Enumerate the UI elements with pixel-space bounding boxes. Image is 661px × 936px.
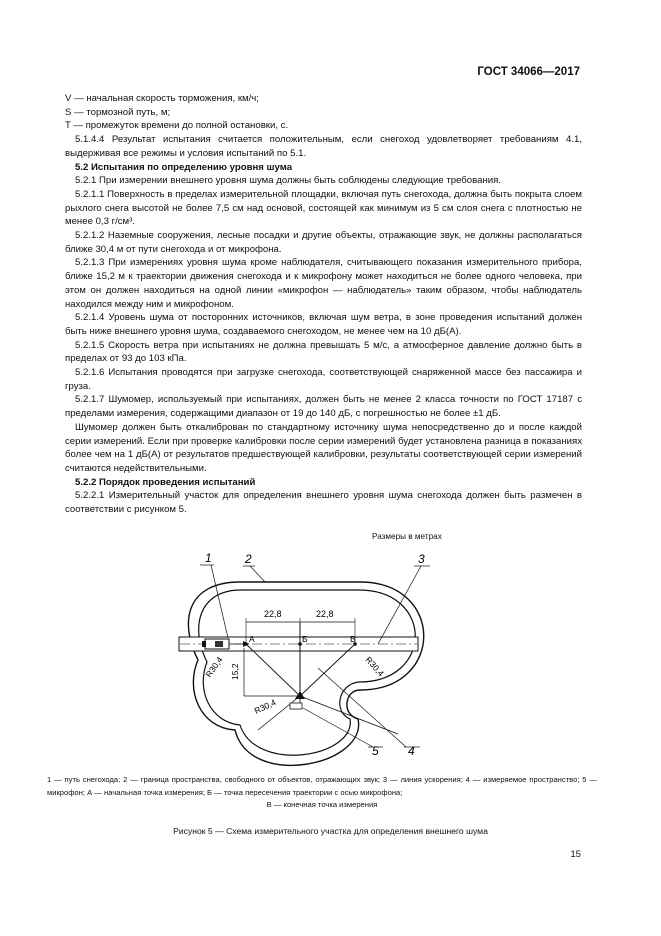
dim-22-8-left: 22,8 [264,609,282,619]
paragraph: 5.2.1.1 Поверхность в пределах измерительной площадки, включая путь снегохода, должна быть покрыта слоем рыхлого снега высотой не более 7,5 см над основой, состоящей как минимум из 5 см слоя снега с плотностью не менее 0,3 г/см³. [65,188,582,228]
point-b-label: Б [302,634,308,644]
paragraph: T — промежуток времени до полной остановки, с. [65,120,289,132]
paragraph: 5.2.1.2 Наземные сооружения, лесные посадки и другие объекты, отражающие звук, не должны располагаться ближе 30,4 м от пути снегохода и от микрофона. [65,230,582,255]
section-heading: 5.2 Испытания по определению уровня шума [75,161,293,173]
figure-legend [47,774,597,812]
paragraph: 5.2.1.7 Шумомер, используемый при испытаниях, должен быть не менее 2 класса точности по ГОСТ 17187 с пределами измерения, содержащими диапазон от 19 до 140 дБ, с погрешностью не более ±1 дБ. [65,394,582,420]
paragraph: 5.2.1.5 Скорость ветра при испытаниях не должна превышать 5 м/с, а атмосферное давление должно быть в пределах от 93 до 103 кПа. [65,339,582,365]
paragraph: V — начальная скорость торможения, км/ч; [65,93,259,104]
snowmobile-icon [202,639,229,649]
point-a-label: A [249,634,255,644]
point-c-label: B [350,634,356,644]
legend-line: В — конечная точка измерения [266,800,378,810]
paragraph: 5.2.2.1 Измерительный участок для определения внешнего уровня шума снегохода должен быть размечен в соответствии с рисунком 5. [65,490,582,516]
paragraph: 5.2.1.4 Уровень шума от посторонних источников, включая шум ветра, в зоне проведения испытаний должен быть ниже внешнего уровня шума, создаваемого снегоходом, не менее чем на 10 дБ(A). [65,312,582,337]
dim-22-8-right: 22,8 [316,609,334,619]
paragraph: 5.2.1 При измерении внешнего уровня шума должны быть соблюдены следующие требования. [75,175,501,187]
dim-15-2: 15,2 [230,663,240,680]
callout-1: 1 [205,551,212,565]
callout-3: 3 [418,552,425,566]
paragraph: 5.2.1.6 Испытания проводятся при загрузке снегохода, соответствующей снаряженной массе без пассажира и груза. [65,367,582,392]
callout-5: 5 [372,744,379,758]
callout-2: 2 [245,552,252,566]
dimensions-note: Размеры в метрах [372,532,442,541]
boundary-outer [188,582,423,765]
paragraph: 5.1.4.4 Результат испытания считается положительным, если снегоход удовлетворяет требованиям 4.1, выдерживая все режимы и условия испытаний по 5.1. [65,134,582,159]
section-heading: 5.2.2 Порядок проведения испытаний [75,476,256,488]
document-id: ГОСТ 34066—2017 [477,66,580,78]
page-number: 15 [570,849,581,860]
legend-line: 1 — путь снегохода; 2 — граница пространства, свободного от объектов, отражающих звук; 3 — линия ускорения; 4 — измеряемое пространство; 5 — микрофон; А — начальная точка измерения; Б — точка пересечения траектории с осью микрофона; [47,775,597,797]
paragraph: 5.2.1.3 При измерениях уровня шума кроме наблюдателя, считывающего показания измерительного прибора, ближе 15,2 м к траектории движения снегохода и к микрофону может находиться не более одного человека, при этом он должен находиться на одной линии «микрофон — наблюдатель» таким образом, чтобы наблюдатель находился между ним и микрофоном. [65,257,582,310]
callout-4: 4 [408,744,415,758]
figure-caption: Рисунок 5 — Схема измерительного участка для определения внешнего шума [173,826,488,836]
paragraph: S — тормозной путь, м; [65,106,171,118]
dim-r30-4-bottom: R30,4 [252,697,278,716]
microphone-icon [290,703,302,709]
dim-r30-4-left: R30,4 [203,654,225,680]
dim-r30-4-right: R30,4 [363,654,387,679]
paragraph: Шумомер должен быть откалиброван по стандартному источнику шума непосредственно до и после каждой серии измерений. Если при проверке калибровки после серии измерений будет установлена разница в показаниях более чем на 1 дБ(A) от результатов предшествующей калибровки, результаты соответствующей серии измерений считаются недействительными. [65,421,582,474]
